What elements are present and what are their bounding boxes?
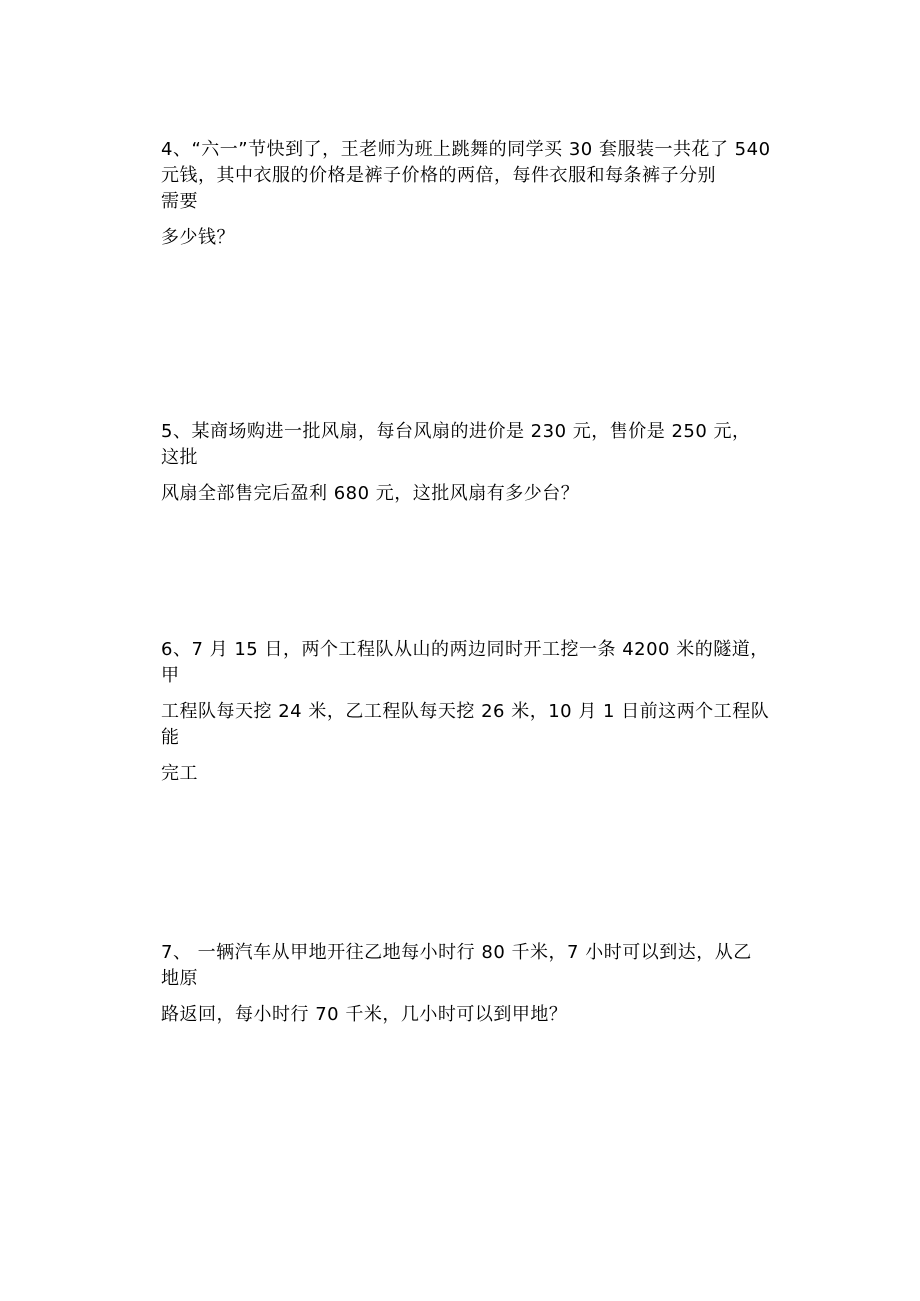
problem-6-line-1: 6、7 月 15 日，两个工程队从山的两边同时开工挖一条 4200 米的隧道，: [161, 639, 769, 660]
problem-4: [161, 137, 781, 251]
problem-5-line-2: 这批: [161, 447, 198, 468]
problem-4-line-1: 4、“六一”节快到了，王老师为班上跳舞的同学买 30 套服装一共花了 540: [161, 139, 771, 160]
problem-4-line-3: 需要: [161, 191, 198, 212]
problem-5-line-1: 5、某商场购进一批风扇，每台风扇的进价是 230 元，售价是 250 元，: [161, 421, 751, 442]
problem-4-line-4: 多少钱？: [161, 227, 235, 248]
problem-7-line-2: 地原: [161, 968, 198, 989]
problem-6-line-3: 工程队每天挖 24 米，乙工程队每天挖 26 米，10 月 1 日前这两个工程队: [161, 701, 770, 722]
problem-5: [161, 419, 781, 507]
problem-4-line-2: 元钱，其中衣服的价格是裤子价格的两倍，每件衣服和每条裤子分别: [161, 165, 716, 186]
problem-6: [161, 637, 781, 787]
problem-6-line-5: 完工: [161, 763, 198, 784]
problem-5-line-3: 风扇全部售完后盈利 680 元，这批风扇有多少台？: [161, 483, 580, 504]
problem-7-line-1: 7、 一辆汽车从甲地开往乙地每小时行 80 千米，7 小时可以到达，从乙: [161, 942, 752, 963]
problem-6-line-4: 能: [161, 727, 180, 748]
problem-7: [161, 940, 781, 1028]
problem-7-line-3: 路返回，每小时行 70 千米，几小时可以到甲地？: [161, 1004, 568, 1025]
problem-6-line-2: 甲: [161, 665, 180, 686]
